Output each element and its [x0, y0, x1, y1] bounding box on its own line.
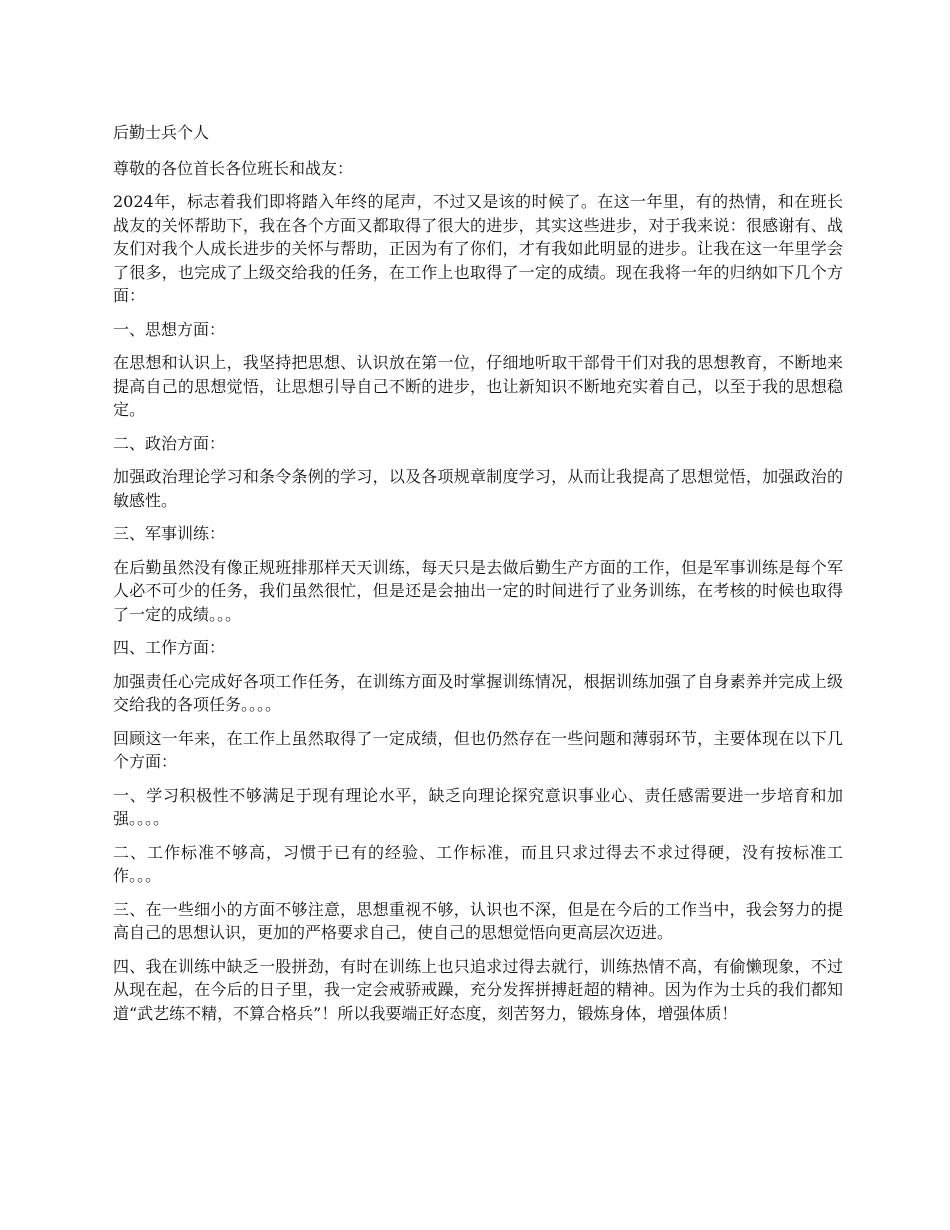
document-page — [113, 121, 843, 1035]
salutation: 尊敬的各位首长各位班长和战友： — [113, 158, 354, 178]
review-paragraph: 回顾这一年来，在工作上虽然取得了一定成绩，但也仍然存在一些问题和薄弱环节，主要体现在以下几个方面： — [113, 728, 843, 771]
shortcoming-item-4: 四、我在训练中缺乏一股拼劲，有时在训练上也只追求过得去就行，训练热情不高，有偷懒现象，不过从现在起，在今后的日子里，我一定会戒骄戒躁，充分发挥拼搏赶超的精神。因为作为士兵的我们都知道“武艺练不精，不算合格兵”！所以我要端正好态度，刻苦努力，锻炼身体，增强体质！ — [113, 956, 843, 1023]
document-title: 后勤士兵个人 — [113, 123, 210, 142]
intro-paragraph: 2024年，标志着我们即将踏入年终的尾声，不过又是该的时候了。在这一年里，有的热情，和在班长 战友的关怀帮助下，我在各个方面又都取得了很大的进步，其实这些进步，对于我来说：很感谢有、战友们对我个人成长进步的关怀与帮助，正因为有了你们，才有我如此明显的进步。让我在这一年里学会了很多，也完成了上级交给我的任务，在工作上也取得了一定的成绩。现在我将一年的归纳如下几个方面： — [113, 192, 843, 305]
section-heading-politics: 二、政治方面： — [113, 433, 226, 453]
shortcoming-item-3: 三、在一些细小的方面不够注意，思想重视不够，认识也不深，但是在今后的工作当中，我会努力的提高自己的思想认识，更加的严格要求自己，使自己的思想觉悟向更高层次迈进。 — [113, 899, 843, 942]
shortcoming-item-1: 一、学习积极性不够满足于现有理论水平，缺乏向理论探究意识事业心、责任感需要进一步培育和加强。。。。 — [113, 785, 843, 828]
section-heading-work: 四、工作方面： — [113, 638, 226, 657]
thought-paragraph: 在思想和认识上，我坚持把思想、认识放在第一位，仔细地听取干部骨干们对我的思想教育，不断地来提高自己的思想觉悟，让思想引导自己不断的进步，也让新知识不断地充实着自己，以至于我的思想稳定。 — [113, 353, 843, 419]
section-heading-thought: 一、思想方面： — [113, 319, 226, 339]
section-heading-military-training: 三、军事训练： — [113, 524, 226, 543]
shortcoming-item-2: 二、工作标准不够高，习惯于已有的经验、工作标准，而且只求过得去不求过得硬，没有按标准工作。。。 — [113, 842, 843, 885]
politics-paragraph: 加强政治理论学习和条令条例的学习，以及各项规章制度学习，从而让我提高了思想觉悟，加强政治的敏感性。 — [113, 467, 843, 510]
work-paragraph: 加强责任心完成好各项工作任务，在训练方面及时掌握训练情况，根据训练加强了自身素养并完成上级交给我的各项任务。。。。 — [113, 671, 843, 714]
military-training-paragraph: 在后勤虽然没有像正规班排那样天天训练，每天只是去做后勤生产方面的工作，但是军事训练是每个军人必不可少的任务，我们虽然很忙，但是还是会抽出一定的时间进行了业务训练，在考核的时候也取得了一定的成绩。。。 — [113, 557, 843, 624]
